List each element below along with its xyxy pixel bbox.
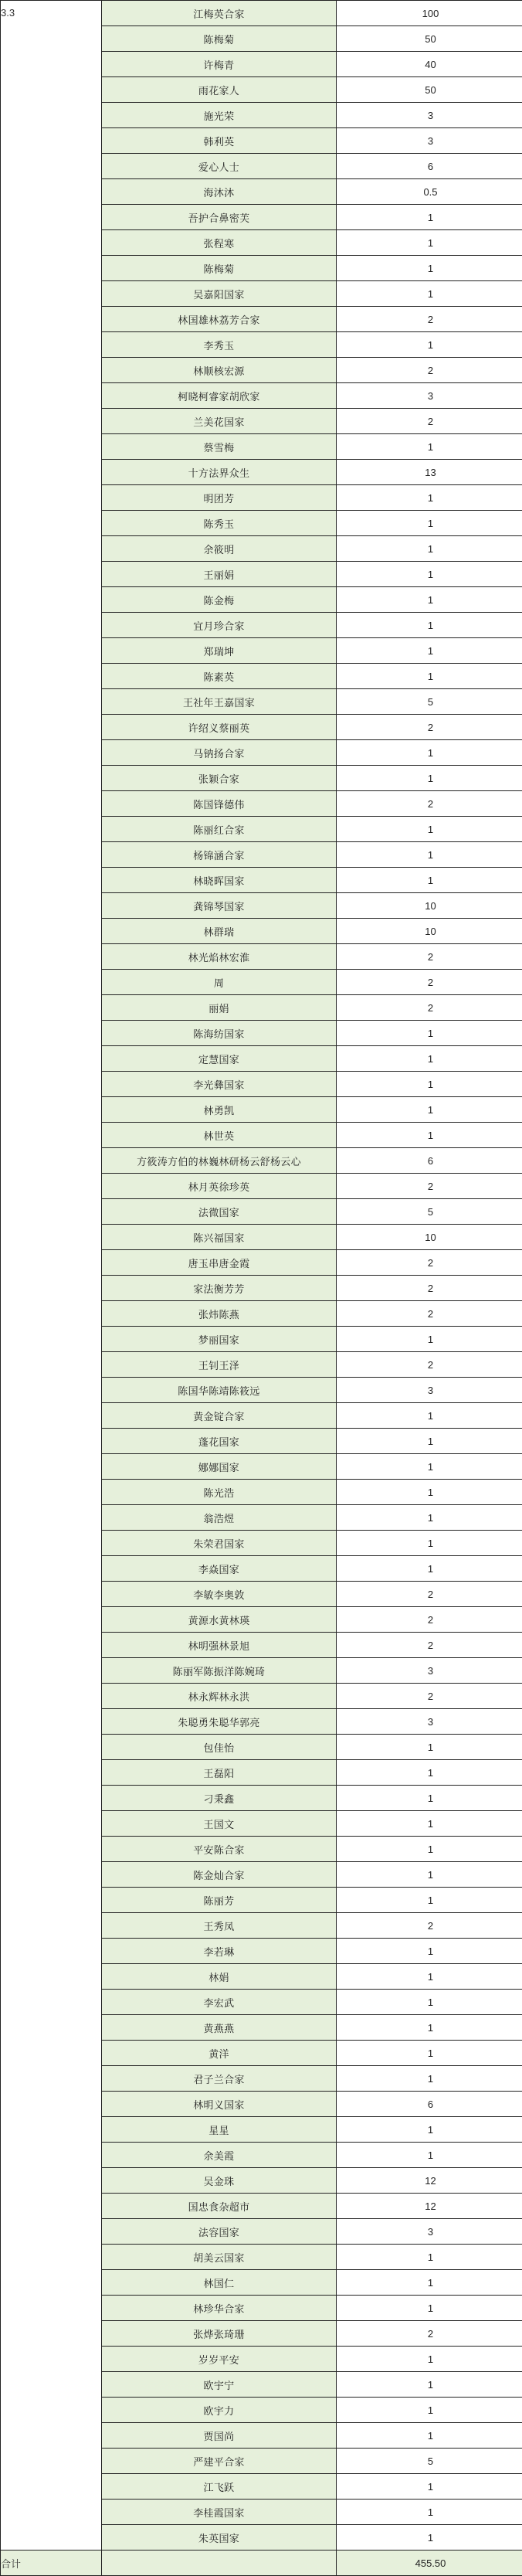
donation-amount-cell: 50: [337, 77, 522, 103]
donor-name-cell: 林珍华合家: [102, 2296, 337, 2321]
donation-amount-cell: 2: [337, 1250, 522, 1276]
donor-name-cell: 岁岁平安: [102, 2347, 337, 2372]
donation-amount-cell: 50: [337, 26, 522, 52]
donation-amount-cell: 1: [337, 2117, 522, 2143]
donor-name-cell: 欧宇宁: [102, 2372, 337, 2398]
donation-amount-cell: 1: [337, 766, 522, 791]
donor-name-cell: 陈兴福国家: [102, 1225, 337, 1250]
donation-amount-cell: 1: [337, 1735, 522, 1760]
donor-name-cell: 黄洋: [102, 2041, 337, 2066]
donation-amount-cell: 1: [337, 2398, 522, 2423]
donation-amount-cell: 1: [337, 1072, 522, 1097]
donation-amount-cell: 2: [337, 1913, 522, 1939]
donor-name-cell: 李宏武: [102, 1990, 337, 2015]
donation-amount-cell: 1: [337, 1556, 522, 1582]
donor-name-cell: 李焱国家: [102, 1556, 337, 1582]
donation-amount-cell: 6: [337, 2092, 522, 2117]
donation-amount-cell: 1: [337, 2270, 522, 2296]
donation-amount-cell: 2: [337, 995, 522, 1021]
donor-name-cell: 黄源水黄林瑛: [102, 1607, 337, 1633]
donation-amount-cell: 10: [337, 893, 522, 919]
donor-name-cell: 陈国锋德伟: [102, 791, 337, 817]
donor-name-cell: 陈丽芳: [102, 1888, 337, 1913]
donor-name-cell: 施光荣: [102, 103, 337, 128]
donation-amount-cell: 1: [337, 2066, 522, 2092]
donor-name-cell: 林顺核宏源: [102, 358, 337, 383]
donor-name-cell: 十方法界众生: [102, 460, 337, 485]
donor-name-cell: 陈海纺国家: [102, 1021, 337, 1046]
donor-name-cell: 翁浩煜: [102, 1505, 337, 1531]
donation-amount-cell: 1: [337, 511, 522, 536]
donor-name-cell: 家法衡芳芳: [102, 1276, 337, 1301]
donation-amount-cell: 1: [337, 1837, 522, 1862]
donor-name-cell: 张程寒: [102, 230, 337, 256]
donor-name-cell: 许绍义蔡丽英: [102, 715, 337, 740]
donation-amount-cell: 1: [337, 205, 522, 230]
donation-amount-cell: 1: [337, 1888, 522, 1913]
donor-name-cell: 爱心人士: [102, 154, 337, 179]
donation-amount-cell: 3: [337, 383, 522, 409]
donation-amount-cell: 1: [337, 562, 522, 587]
donor-name-cell: 黄金锭合家: [102, 1403, 337, 1429]
donation-amount-cell: 1: [337, 2525, 522, 2551]
donor-name-cell: 国忠食杂超市: [102, 2194, 337, 2219]
donor-name-cell: 郑瑞坤: [102, 638, 337, 664]
donation-amount-cell: 1: [337, 1429, 522, 1454]
donation-amount-cell: 1: [337, 664, 522, 689]
donation-amount-cell: 12: [337, 2194, 522, 2219]
donation-amount-cell: 1: [337, 485, 522, 511]
donation-amount-cell: 10: [337, 919, 522, 944]
donation-amount-cell: 3: [337, 1378, 522, 1403]
donation-amount-cell: 1: [337, 1862, 522, 1888]
donor-name-cell: 君子兰合家: [102, 2066, 337, 2092]
donation-amount-cell: 13: [337, 460, 522, 485]
donation-amount-cell: 1: [337, 740, 522, 766]
donor-name-cell: 雨花家人: [102, 77, 337, 103]
donation-amount-cell: 3: [337, 1658, 522, 1684]
donation-amount-cell: 1: [337, 2296, 522, 2321]
donor-name-cell: 王钊王泽: [102, 1352, 337, 1378]
donor-name-cell: 明团芳: [102, 485, 337, 511]
total-amount-cell: 455.50: [337, 2551, 522, 2576]
donation-amount-cell: 2: [337, 1301, 522, 1327]
donor-name-cell: 陈秀玉: [102, 511, 337, 536]
donation-amount-cell: 1: [337, 1123, 522, 1148]
donor-name-cell: 梦丽国家: [102, 1327, 337, 1352]
donation-amount-cell: 2: [337, 1352, 522, 1378]
donor-name-cell: 黄燕燕: [102, 2015, 337, 2041]
donor-name-cell: 宜月珍合家: [102, 613, 337, 638]
donor-name-cell: 杨锦涵合家: [102, 842, 337, 868]
donor-name-cell: 兰美花国家: [102, 409, 337, 434]
donation-amount-cell: 10: [337, 1225, 522, 1250]
donation-amount-cell: 1: [337, 817, 522, 842]
donation-amount-cell: 5: [337, 2449, 522, 2474]
donor-name-cell: 王社年王嘉国家: [102, 689, 337, 715]
donor-name-cell: 吴金珠: [102, 2168, 337, 2194]
donor-name-cell: 朱荣君国家: [102, 1531, 337, 1556]
donation-amount-cell: 2: [337, 791, 522, 817]
donor-name-cell: 胡美云国家: [102, 2245, 337, 2270]
donor-name-cell: 陈丽红合家: [102, 817, 337, 842]
donor-name-cell: 陈金灿合家: [102, 1862, 337, 1888]
donation-amount-cell: 1: [337, 2474, 522, 2500]
donation-amount-cell: 3: [337, 128, 522, 154]
donation-amount-cell: 1: [337, 842, 522, 868]
donation-amount-cell: 2: [337, 944, 522, 970]
donation-amount-cell: 1: [337, 638, 522, 664]
donor-name-cell: 李若琳: [102, 1939, 337, 1964]
donation-amount-cell: 1: [337, 2500, 522, 2525]
donor-name-cell: 张烨张琦珊: [102, 2321, 337, 2347]
donor-name-cell: 刁秉鑫: [102, 1786, 337, 1811]
donor-name-cell: 吾护合鼻密芙: [102, 205, 337, 230]
donation-amount-cell: 1: [337, 587, 522, 613]
donor-name-cell: 王丽娟: [102, 562, 337, 587]
donor-name-cell: 陈金梅: [102, 587, 337, 613]
total-label: 合计: [1, 2551, 102, 2576]
donor-name-cell: 欧宇力: [102, 2398, 337, 2423]
donor-name-cell: 陈梅菊: [102, 256, 337, 281]
donation-amount-cell: 1: [337, 256, 522, 281]
donation-amount-cell: 2: [337, 1607, 522, 1633]
donation-amount-cell: 1: [337, 1760, 522, 1786]
donor-name-cell: 朱聪勇朱聪华郭亮: [102, 1709, 337, 1735]
donation-amount-cell: 2: [337, 358, 522, 383]
donation-amount-cell: 1: [337, 230, 522, 256]
donation-amount-cell: 1: [337, 1480, 522, 1505]
donation-amount-cell: 2: [337, 1276, 522, 1301]
donation-amount-cell: 2: [337, 1684, 522, 1709]
donation-amount-cell: 2: [337, 409, 522, 434]
donor-name-cell: 林世英: [102, 1123, 337, 1148]
total-row: [1, 2551, 522, 2576]
donor-name-cell: 柯晓柯睿家胡欣家: [102, 383, 337, 409]
donation-amount-cell: 1: [337, 1454, 522, 1480]
donor-name-cell: 林娟: [102, 1964, 337, 1990]
donation-amount-cell: 1: [337, 1021, 522, 1046]
ledger-body: [1, 1, 522, 2576]
donor-name-cell: 马钠扬合家: [102, 740, 337, 766]
donor-name-cell: 平安陈合家: [102, 1837, 337, 1862]
donor-name-cell: 林明强林景旭: [102, 1633, 337, 1658]
donation-amount-cell: 1: [337, 281, 522, 307]
donor-name-cell: 林明义国家: [102, 2092, 337, 2117]
donation-amount-cell: 100: [337, 1, 522, 26]
donor-name-cell: 李桂霞国家: [102, 2500, 337, 2525]
donor-name-cell: 周: [102, 970, 337, 995]
donation-amount-cell: 1: [337, 2143, 522, 2168]
donor-name-cell: 陈素英: [102, 664, 337, 689]
donor-name-cell: 林勇凯: [102, 1097, 337, 1123]
donor-name-cell: 江飞跃: [102, 2474, 337, 2500]
donation-amount-cell: 12: [337, 2168, 522, 2194]
donor-name-cell: 法容国家: [102, 2219, 337, 2245]
donor-name-cell: 林月英徐珍英: [102, 1174, 337, 1199]
donation-amount-cell: 2: [337, 1174, 522, 1199]
donation-amount-cell: 5: [337, 1199, 522, 1225]
donor-name-cell: 江梅英合家: [102, 1, 337, 26]
donation-amount-cell: 1: [337, 868, 522, 893]
donor-name-cell: 包佳怡: [102, 1735, 337, 1760]
donor-name-cell: 蔡雪梅: [102, 434, 337, 460]
donation-amount-cell: 6: [337, 1148, 522, 1174]
donor-name-cell: 定慧国家: [102, 1046, 337, 1072]
donation-amount-cell: 1: [337, 2372, 522, 2398]
donor-name-cell: 王国文: [102, 1811, 337, 1837]
donation-amount-cell: 2: [337, 970, 522, 995]
donor-name-cell: 吴嘉阳国家: [102, 281, 337, 307]
donor-name-cell: 蓬花国家: [102, 1429, 337, 1454]
donation-amount-cell: 1: [337, 2347, 522, 2372]
donation-amount-cell: 1: [337, 332, 522, 358]
donor-name-cell: 陈光浩: [102, 1480, 337, 1505]
donation-amount-cell: 1: [337, 1531, 522, 1556]
donor-name-cell: 李光彝国家: [102, 1072, 337, 1097]
donation-amount-cell: 3: [337, 103, 522, 128]
donor-name-cell: 星星: [102, 2117, 337, 2143]
donor-name-cell: 林永辉林永洪: [102, 1684, 337, 1709]
donation-amount-cell: 1: [337, 1964, 522, 1990]
donation-amount-cell: 1: [337, 1939, 522, 1964]
donation-amount-cell: 1: [337, 2245, 522, 2270]
donor-name-cell: 李秀玉: [102, 332, 337, 358]
donor-name-cell: 张炜陈燕: [102, 1301, 337, 1327]
donation-amount-cell: 1: [337, 1327, 522, 1352]
donation-amount-cell: 1: [337, 1046, 522, 1072]
donor-name-cell: 余筱明: [102, 536, 337, 562]
donation-amount-cell: 2: [337, 1582, 522, 1607]
donor-name-cell: 龚锦琴国家: [102, 893, 337, 919]
donation-amount-cell: 1: [337, 613, 522, 638]
donation-amount-cell: 3: [337, 1709, 522, 1735]
donation-amount-cell: 3: [337, 2219, 522, 2245]
donation-amount-cell: 2: [337, 307, 522, 332]
donor-name-cell: 王磊阳: [102, 1760, 337, 1786]
donation-amount-cell: 1: [337, 2015, 522, 2041]
donation-amount-cell: 1: [337, 536, 522, 562]
donation-amount-cell: 1: [337, 2423, 522, 2449]
section-number-cell: 3.3: [1, 1, 102, 2551]
donor-name-cell: 陈国华陈靖陈筱远: [102, 1378, 337, 1403]
donor-name-cell: 林光焰林宏淮: [102, 944, 337, 970]
donation-amount-cell: 1: [337, 1811, 522, 1837]
donation-amount-cell: 1: [337, 434, 522, 460]
donor-name-cell: 王秀凤: [102, 1913, 337, 1939]
donor-name-cell: 林晓晖国家: [102, 868, 337, 893]
donor-name-cell: 余美霞: [102, 2143, 337, 2168]
donation-amount-cell: 1: [337, 1990, 522, 2015]
donation-amount-cell: 0.5: [337, 179, 522, 205]
donor-name-cell: 唐玉串唐金霞: [102, 1250, 337, 1276]
donation-amount-cell: 1: [337, 1097, 522, 1123]
donor-name-cell: 林群瑞: [102, 919, 337, 944]
donation-amount-cell: 2: [337, 1633, 522, 1658]
donor-name-cell: 贾国尚: [102, 2423, 337, 2449]
total-spacer-cell: [102, 2551, 337, 2576]
donor-name-cell: 李敏李奥敦: [102, 1582, 337, 1607]
donation-amount-cell: 2: [337, 715, 522, 740]
donation-amount-cell: 6: [337, 154, 522, 179]
donation-amount-cell: 40: [337, 52, 522, 77]
donor-name-cell: 张颖合家: [102, 766, 337, 791]
donation-amount-cell: 1: [337, 2041, 522, 2066]
donation-amount-cell: 1: [337, 1403, 522, 1429]
donation-amount-cell: 1: [337, 1786, 522, 1811]
donor-name-cell: 严建平合家: [102, 2449, 337, 2474]
donor-name-cell: 法微国家: [102, 1199, 337, 1225]
donor-name-cell: 林国雄林荔芳合家: [102, 307, 337, 332]
donor-name-cell: 林国仁: [102, 2270, 337, 2296]
donation-amount-cell: 2: [337, 2321, 522, 2347]
donor-name-cell: 海沐沐: [102, 179, 337, 205]
donor-name-cell: 许梅青: [102, 52, 337, 77]
donor-name-cell: 丽娟: [102, 995, 337, 1021]
donor-name-cell: 韩利英: [102, 128, 337, 154]
donor-name-cell: 方筱涛方伯的林巍林研杨云舒杨云心: [102, 1148, 337, 1174]
donor-name-cell: 陈丽军陈振洋陈婉琦: [102, 1658, 337, 1684]
donor-name-cell: 朱英国家: [102, 2525, 337, 2551]
donation-amount-cell: 1: [337, 1505, 522, 1531]
donor-name-cell: 娜娜国家: [102, 1454, 337, 1480]
donation-amount-cell: 5: [337, 689, 522, 715]
donor-name-cell: 陈梅菊: [102, 26, 337, 52]
table-row: [1, 1, 522, 26]
